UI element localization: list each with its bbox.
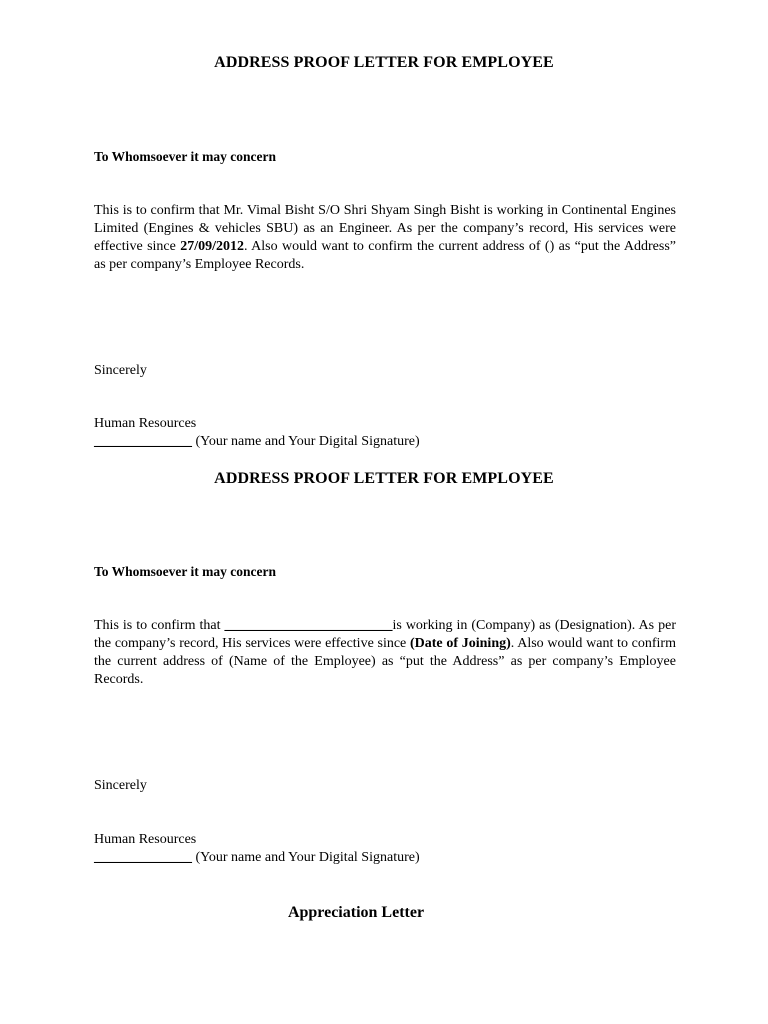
letter1-signature-blank: ______________ <box>94 434 192 449</box>
letter1-body-text-1: This is to confirm that Mr. Vimal Bisht S/O Shri Shyam Singh Bisht is working in Continental Engines Limited (Engines & vehicles SBU) as an Engineer. As per the company’s record, His services were effective since <box>94 203 676 254</box>
letter2-title: ADDRESS PROOF LETTER FOR EMPLOYEE <box>214 470 554 487</box>
letter1-effective-date: 27/09/2012 <box>180 239 245 254</box>
letter1-department: Human Resources <box>94 416 197 431</box>
letter1-body <box>94 202 676 274</box>
letter2-salutation: To Whomsoever it may concern <box>94 564 276 579</box>
letter1-title: ADDRESS PROOF LETTER FOR EMPLOYEE <box>214 54 554 71</box>
letter1-salutation: To Whomsoever it may concern <box>94 149 276 164</box>
letter2-signature-text: (Your name and Your Digital Signature) <box>192 850 420 865</box>
letter2-body <box>94 617 676 689</box>
letter2-name-blank: ________________________ <box>224 618 393 633</box>
letter1-body-text-2: . Also would want to confirm the current address of () as “put the Address” as per company’s Employee Records. <box>94 239 676 272</box>
letter2-signature-blank: ______________ <box>94 850 192 865</box>
letter2-body-text-1: This is to confirm that <box>94 618 225 633</box>
letter2-department: Human Resources <box>94 832 197 847</box>
letter2-closing: Sincerely <box>94 778 147 793</box>
letter1-signature-line <box>94 433 420 451</box>
letter2-signature-line <box>94 849 420 867</box>
letter1-signature-text: (Your name and Your Digital Signature) <box>192 434 420 449</box>
letter2-joining-date: (Date of Joining) <box>410 636 511 651</box>
letter2-body-text-3: . Also would want to confirm the current address of (Name of the Employee) as “put the Address” as per company’s Employee Records. <box>94 636 676 687</box>
letter2-body-text-2: is working in (Company) as (Designation). As per the company’s record, His services were effective since <box>94 618 676 651</box>
appreciation-letter-title: Appreciation Letter <box>287 904 425 921</box>
letter1-closing: Sincerely <box>94 363 147 378</box>
